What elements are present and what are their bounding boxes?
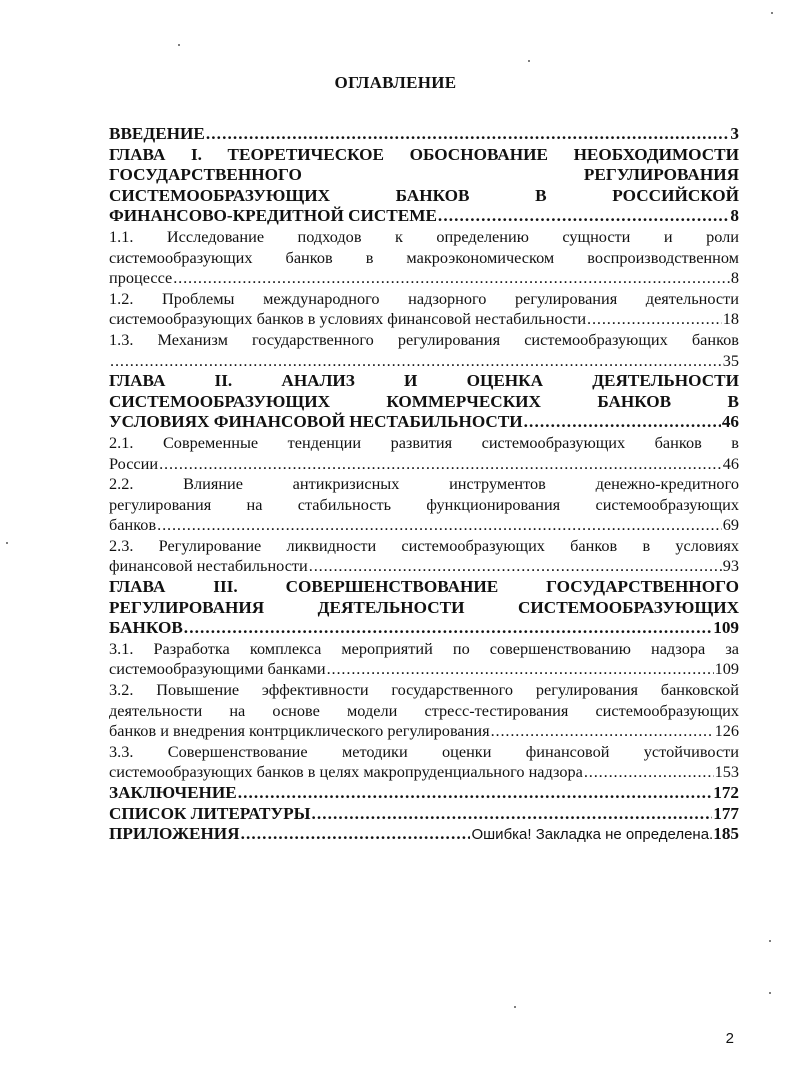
toc-page: 153 [714,762,739,782]
scan-speck [514,1006,516,1008]
toc-page: 177 [713,803,739,823]
toc-line: ГЛАВА I. ТЕОРЕТИЧЕСКОЕ ОБОСНОВАНИЕ НЕОБХОДИМОСТИ [109,144,739,164]
table-of-contents [109,124,739,846]
toc-page: 46 [722,453,739,473]
toc-page: 46 [721,412,739,432]
toc-entry-section-2-1[interactable] [109,433,739,474]
toc-entry-section-3-1[interactable] [109,639,739,680]
dot-leader [238,783,712,804]
toc-heading: ОГЛАВЛЕНИЕ [334,73,457,92]
toc-line: системообразующих банков в макроэкономическом воспроизводственном [109,247,739,267]
scan-speck [6,542,8,544]
toc-line: ГЛАВА II. АНАЛИЗ И ОЦЕНКА ДЕЯТЕЛЬНОСТИ [109,371,739,391]
scan-speck [528,60,530,62]
toc-label: банков и внедрения контрциклического регулирования [109,721,490,741]
toc-page: 8 [730,268,739,288]
toc-entry-section-2-2[interactable] [109,474,739,536]
toc-label: России [109,453,159,473]
toc-entry-section-3-2[interactable] [109,680,739,742]
scan-speck [771,12,773,14]
toc-page: 172 [713,783,739,802]
toc-page: 8 [730,206,739,226]
toc-entry-references[interactable] [109,804,739,825]
toc-page: 18 [722,309,739,329]
dot-leader [241,824,471,845]
toc-label: процессе [109,268,173,288]
page-number: 2 [725,1030,734,1047]
toc-entry-chapter-3[interactable] [109,577,739,639]
toc-page: 109 [714,659,739,679]
toc-entry-introduction[interactable] [109,124,739,145]
toc-line: регулирования на стабильность функционирования системообразующих [109,494,739,514]
toc-line: 1.1. Исследование подходов к определению сущности и роли [109,226,739,246]
toc-entry-section-1-3[interactable] [109,330,739,371]
dot-leader [311,804,712,825]
toc-line: СИСТЕМООБРАЗУЮЩИХ КОММЕРЧЕСКИХ БАНКОВ В [109,391,739,411]
toc-line: 3.2. Повышение эффективности государственного регулирования банковской [109,680,739,700]
toc-label: БАНКОВ [109,618,183,638]
dot-leader [184,618,712,639]
toc-label: системообразующих банков в целях макропруденциального надзора [109,762,583,782]
dot-leader [491,721,714,742]
toc-entry-appendix[interactable] [109,824,739,846]
toc-page: 93 [722,556,739,576]
toc-label: системообразующих банков в условиях финансовой нестабильности [109,309,587,329]
scan-speck [769,940,771,942]
toc-line: РЕГУЛИРОВАНИЯ ДЕЯТЕЛЬНОСТИ СИСТЕМООБРАЗУЮЩИХ [109,597,739,617]
toc-line: 1.2. Проблемы международного надзорного регулирования деятельности [109,288,739,308]
toc-line: 3.3. Совершенствование методики оценки финансовой устойчивости [109,741,739,761]
toc-entry-section-1-1[interactable] [109,227,739,289]
toc-page: 109 [713,618,739,638]
dot-leader [309,556,722,577]
toc-page: 3 [730,124,739,143]
toc-entry-chapter-1[interactable] [109,145,739,227]
toc-entry-conclusion[interactable] [109,783,739,804]
bookmark-error-text: Ошибка! Закладка не определена. [471,826,714,844]
toc-line: деятельности на основе модели стресс-тестирования системообразующих [109,700,739,720]
toc-label: ВВЕДЕНИЕ [109,124,205,143]
toc-label: ПРИЛОЖЕНИЯ [109,824,240,844]
toc-page: 69 [722,515,739,535]
dot-leader [159,454,722,475]
scan-speck [769,992,771,994]
toc-label: УСЛОВИЯХ ФИНАНСОВОЙ НЕСТАБИЛЬНОСТИ [109,412,523,432]
toc-label: системообразующими банками [109,659,326,679]
toc-line: СИСТЕМООБРАЗУЮЩИХ БАНКОВ В РОССИЙСКОЙ [109,185,739,205]
toc-label: СПИСОК ЛИТЕРАТУРЫ [109,803,311,823]
dot-leader [173,268,730,289]
toc-line: ГЛАВА III. СОВЕРШЕНСТВОВАНИЕ ГОСУДАРСТВЕННОГО [109,577,739,597]
toc-line: 2.1. Современные тенденции развития системообразующих банков в [109,432,739,452]
dot-leader [584,762,714,783]
dot-leader [157,515,722,536]
dot-leader [206,124,730,145]
toc-label: ЗАКЛЮЧЕНИЕ [109,783,237,802]
dot-leader [110,351,722,372]
toc-page: 126 [714,721,739,741]
toc-line: 2.2. Влияние антикризисных инструментов денежно-кредитного [109,474,739,494]
dot-leader [438,206,729,227]
toc-line: 1.3. Механизм государственного регулирования системообразующих банков [109,329,739,349]
dot-leader [327,659,714,680]
toc-page: 185 [713,824,739,844]
toc-label: ФИНАНСОВО-КРЕДИТНОЙ СИСТЕМЕ [109,206,437,226]
toc-line: 2.3. Регулирование ликвидности системообразующих банков в условиях [109,535,739,555]
scan-speck [178,44,180,46]
toc-line: ГОСУДАРСТВЕННОГО РЕГУЛИРОВАНИЯ [109,165,739,185]
toc-line: 3.1. Разработка комплекса мероприятий по совершенствованию надзора за [109,638,739,658]
toc-entry-section-3-3[interactable] [109,742,739,783]
toc-label: финансовой нестабильности [109,556,308,576]
dot-leader [524,412,721,433]
toc-page: 35 [722,350,739,370]
toc-entry-section-1-2[interactable] [109,289,739,330]
dot-leader [587,309,722,330]
toc-entry-chapter-2[interactable] [109,371,739,433]
toc-label: банков [109,515,157,535]
toc-entry-section-2-3[interactable] [109,536,739,577]
